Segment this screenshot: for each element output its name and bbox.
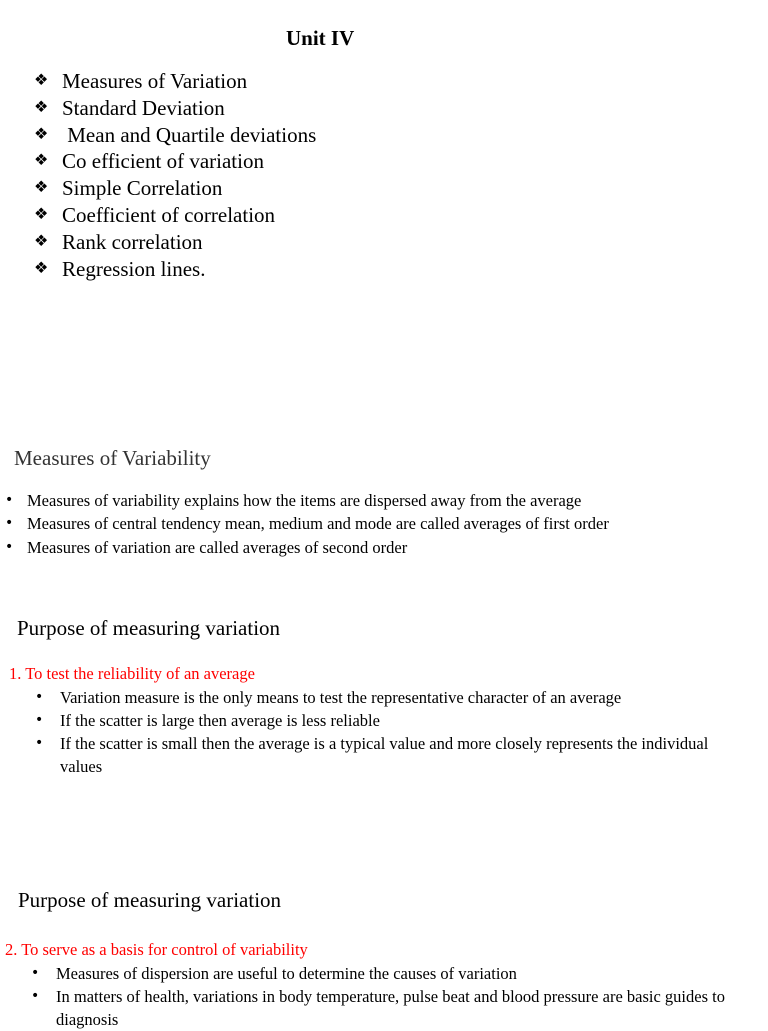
point-text: Measures of dispersion are useful to determine the causes of variation xyxy=(56,964,517,983)
point-text: Measures of central tendency mean, medium and mode are called averages of first order xyxy=(27,514,609,534)
variability-heading: Measures of Variability xyxy=(14,446,211,470)
list-item xyxy=(34,122,316,149)
diamond-bullet-icon: ❖ xyxy=(34,72,49,89)
diamond-bullet-icon: ❖ xyxy=(34,125,49,143)
bullet-icon: • xyxy=(5,538,14,555)
list-item xyxy=(5,512,609,535)
list-item xyxy=(34,68,316,95)
list-item xyxy=(34,175,316,202)
list-item xyxy=(34,148,316,175)
list-item xyxy=(35,686,755,709)
list-item xyxy=(34,202,316,229)
bullet-icon: • xyxy=(5,492,14,508)
topic-text: Mean and Quartile deviations xyxy=(62,122,317,147)
point-text: Measures of variation are called averages of second order xyxy=(27,537,408,557)
variability-list xyxy=(5,489,609,559)
point-text: If the scatter is small then the average is a typical value and more closely represents the individual values xyxy=(60,734,709,776)
reason-heading-1: 1. To test the reliability of an average xyxy=(9,664,255,683)
point-text: Variation measure is the only means to test the representative character of an average xyxy=(60,688,622,707)
list-item xyxy=(34,256,316,283)
diamond-bullet-icon: ❖ xyxy=(34,205,49,223)
unit-title: Unit IV xyxy=(286,26,355,50)
topic-list xyxy=(34,68,316,282)
topic-text: Standard Deviation xyxy=(62,95,225,120)
reason-1-list xyxy=(35,686,755,778)
bullet-icon: • xyxy=(31,988,40,1004)
list-item xyxy=(31,985,751,1031)
bullet-icon: • xyxy=(5,515,14,532)
topic-text: Measures of Variation xyxy=(62,69,248,93)
topic-text: Regression lines. xyxy=(62,256,206,281)
diamond-bullet-icon: ❖ xyxy=(34,179,49,197)
list-item xyxy=(35,732,755,778)
list-item xyxy=(5,489,609,512)
bullet-icon: • xyxy=(35,735,44,751)
point-text: Measures of variability explains how the items are dispersed away from the average xyxy=(27,491,582,510)
topic-text: Co efficient of variation xyxy=(62,149,264,174)
topic-text: Simple Correlation xyxy=(62,176,223,201)
list-item xyxy=(5,536,609,559)
list-item xyxy=(34,95,316,122)
topic-text: Coefficient of correlation xyxy=(62,202,276,227)
diamond-bullet-icon: ❖ xyxy=(34,98,49,116)
bullet-icon: • xyxy=(35,712,44,728)
point-text: In matters of health, variations in body temperature, pulse beat and blood pressure are basic guides to diagnosis xyxy=(56,987,725,1029)
list-item xyxy=(34,229,316,256)
diamond-bullet-icon: ❖ xyxy=(34,259,49,277)
bullet-icon: • xyxy=(31,965,40,981)
reason-2-list xyxy=(31,962,751,1031)
topic-text: Rank correlation xyxy=(62,229,203,254)
point-text: If the scatter is large then average is less reliable xyxy=(60,711,380,730)
purpose-heading-1: Purpose of measuring variation xyxy=(17,616,281,640)
diamond-bullet-icon: ❖ xyxy=(34,232,49,250)
diamond-bullet-icon: ❖ xyxy=(34,152,49,170)
list-item xyxy=(35,709,755,732)
bullet-icon: • xyxy=(35,689,44,705)
list-item xyxy=(31,962,751,985)
reason-heading-2: 2. To serve as a basis for control of variability xyxy=(5,940,308,959)
purpose-heading-2: Purpose of measuring variation xyxy=(18,888,282,912)
